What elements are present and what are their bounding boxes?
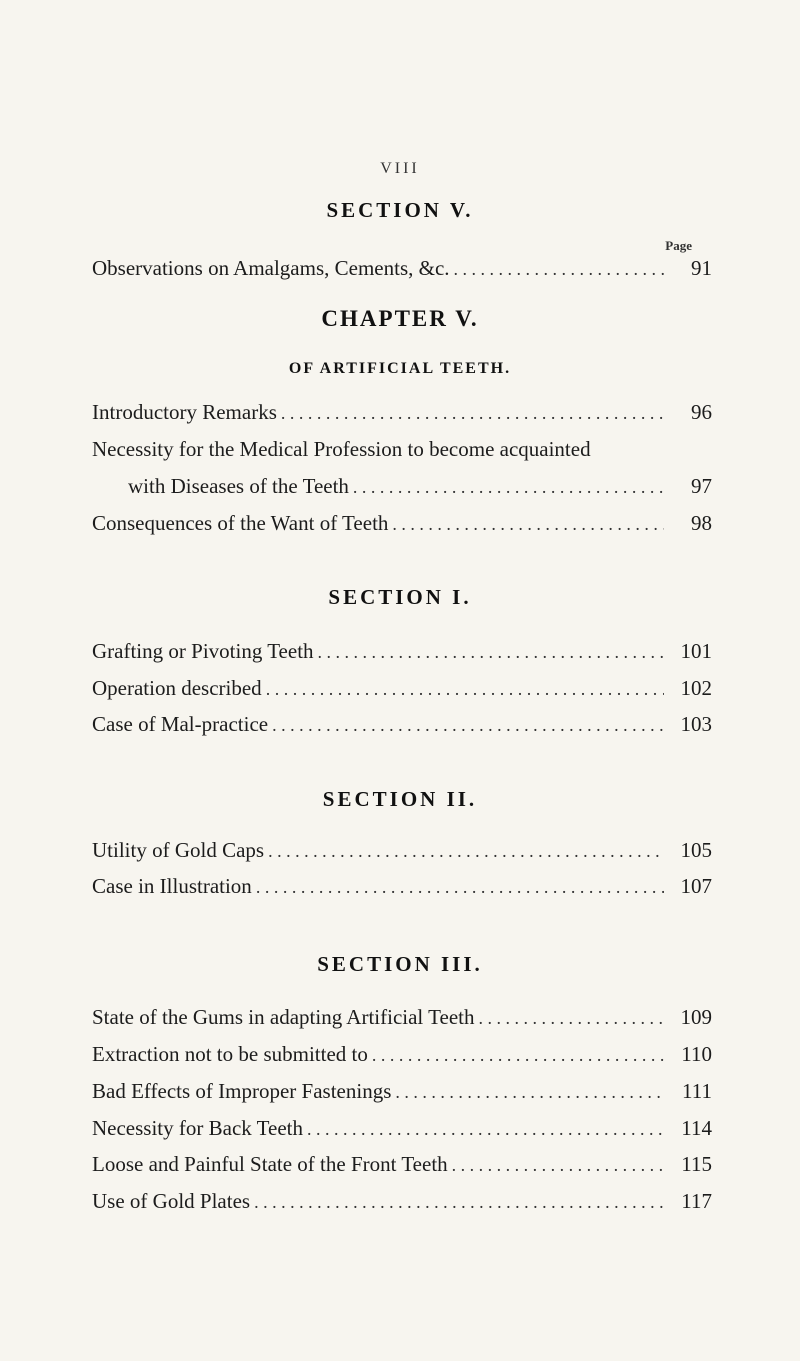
section-i-heading: SECTION I. [328,585,472,609]
toc-entry-title: Extraction not to be submitted to [92,1042,368,1066]
toc-entry [92,400,712,430]
toc-entry [92,639,712,669]
toc-entry-title: Bad Effects of Improper Fastenings [92,1079,392,1103]
toc-entry-page: 114 [681,1116,712,1140]
toc-entry-page: 96 [691,400,712,424]
toc-entry-title: Case of Mal-practice [92,712,269,736]
section-iii-heading: SECTION III. [317,952,483,976]
toc-entry-title: State of the Gums in adapting Artificial Teeth [92,1005,475,1029]
section-v-heading: SECTION V. [326,198,474,222]
toc-entry [92,511,712,541]
toc-entry [92,1079,712,1109]
toc-entry-title: Use of Gold Plates [92,1189,251,1213]
toc-entry-page: 110 [681,1042,712,1066]
dot-leader [392,514,664,535]
toc-entry [92,256,712,286]
dot-leader [454,259,664,280]
toc-entry-page: 97 [691,474,712,498]
toc-entry-page: 117 [681,1189,712,1213]
toc-entry-title: Introductory Remarks [92,400,277,424]
dot-leader [395,1082,664,1103]
toc-entry-page: 101 [680,639,712,663]
toc-entry-page: 102 [680,676,712,700]
toc-entry [128,474,712,504]
toc-entry-title: Grafting or Pivoting Teeth [92,639,314,663]
toc-entry-page: 91 [691,256,712,280]
page-number: VIII [380,160,420,177]
dot-leader [268,841,664,862]
dot-leader [452,1155,664,1176]
dot-leader [478,1008,664,1029]
dot-leader [272,715,664,736]
toc-entry-title: with Diseases of the Teeth [128,474,349,498]
toc-entry [92,1189,712,1219]
dot-leader [353,477,664,498]
toc-entry-page: 115 [681,1152,712,1176]
chapter-v-subheading: OF ARTIFICIAL TEETH. [288,360,512,377]
dot-leader [254,1192,664,1213]
section-ii-heading: SECTION II. [322,787,478,811]
dot-leader [281,403,664,424]
chapter-v-heading: CHAPTER V. [321,306,479,331]
toc-entry [92,1152,712,1182]
toc-entry-title: Consequences of the Want of Teeth [92,511,389,535]
toc-entry-title: Utility of Gold Caps [92,838,265,862]
dot-leader [372,1045,664,1066]
toc-entry [92,1116,712,1146]
toc-entry-page: 105 [680,838,712,862]
toc-entry-page: 107 [680,874,712,898]
toc-entry-page: 111 [682,1079,712,1103]
toc-entry [92,838,712,868]
toc-entry [92,874,712,904]
toc-entry-page: 109 [680,1005,712,1029]
dot-leader [318,642,664,663]
toc-entry-title: Necessity for Back Teeth [92,1116,303,1140]
toc-entry-title: Operation described [92,676,262,700]
toc-entry-title-line: Necessity for the Medical Profession to become acquainted [92,437,591,461]
toc-entry [92,1042,712,1072]
dot-leader [266,679,664,700]
toc-entry-title: Loose and Painful State of the Front Teeth [92,1152,448,1176]
toc-entry-title: Observations on Amalgams, Cements, &c. [92,256,450,280]
toc-entry [92,712,712,742]
toc-entry [92,676,712,706]
dot-leader [307,1119,664,1140]
toc-entry [92,1005,712,1035]
toc-entry-title: Case in Illustration [92,874,252,898]
dot-leader [256,877,664,898]
toc-entry-page: 98 [691,511,712,535]
toc-entry-page: 103 [680,712,712,736]
page-column-label: Page [665,238,692,253]
